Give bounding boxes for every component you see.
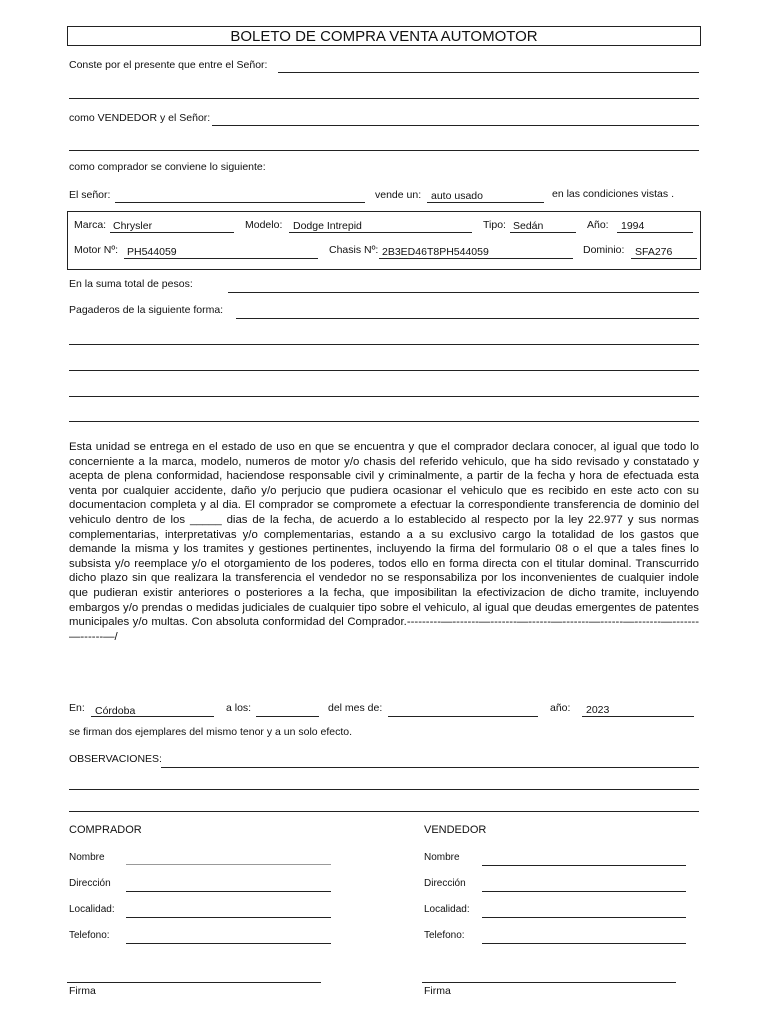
senor-label: El señor: xyxy=(69,189,111,201)
dominio-field[interactable] xyxy=(631,258,697,259)
firman-text: se firman dos ejemplares del mismo tenor y a un solo efecto. xyxy=(69,726,353,738)
condiciones-label: en las condiciones vistas . xyxy=(552,188,674,200)
marca-value[interactable]: Chrysler xyxy=(113,220,153,232)
en-label: En: xyxy=(69,702,85,714)
pagaderos-field[interactable] xyxy=(236,318,699,319)
anio-date-field[interactable] xyxy=(582,716,694,717)
alos-label: a los: xyxy=(226,702,252,714)
alos-field[interactable] xyxy=(256,716,319,717)
document-title: BOLETO DE COMPRA VENTA AUTOMOTOR xyxy=(67,26,701,46)
senor-field[interactable] xyxy=(115,202,365,203)
comprador-nombre-label: Nombre xyxy=(69,852,105,863)
conste-field[interactable] xyxy=(278,72,699,73)
modelo-label: Modelo: xyxy=(245,219,283,231)
anio-date-value[interactable]: 2023 xyxy=(586,704,610,716)
tipo-label: Tipo: xyxy=(483,219,506,231)
observaciones-field[interactable] xyxy=(161,767,699,768)
observaciones-line-1[interactable] xyxy=(69,789,699,790)
pagaderos-line-4[interactable] xyxy=(69,421,699,422)
modelo-field[interactable] xyxy=(289,232,472,233)
vendedor-nombre-label: Nombre xyxy=(424,852,460,863)
clause-paragraph: Esta unidad se entrega en el estado de uso en que se encuentra y que el comprador declara conocer, al igual que todo lo concerniente a la marca, modelo, numeros de motor y/o chasis del referido vehiculo, que ha sido revisado y constatado y acepta de plena conformidad, haciendose responsable civil y criminalmente, a partir de la fecha y hora de efectuada esta venta por cualquier accidente, daño y/o perjucio que pudiera ocasionar el vehiculo que es recibido en este acto con su documentacion completa y al dia. El comprador se compromete a efectuar la correspondiente transferencia de dominio del vehiculo dentro de los _____ dias de la fecha, de acuerdo a lo establecido al respecto por la ley 22.977 y sus normas complementarias, interpretativas y/o complementarias, estando a a su exclusivo cargo la totalidad de los gastos que demande la misma y los tramites y gestiones pertinentes, incluyendo la firma del formulario 08 o el que a tales fines lo subsista y/o reemplace y/o el otorgamiento de los poderes, todos ello en forma directa con el titular dominal. Transcurrido dicho plazo sin que realizara la transferencia el vendedor no se responsabiliza por los inconvenientes de cualquier indole que pudieran existir anteriores o posteriores a la fecha, que imposibilitan la efectivizacion de dicho tramite, incluyendo embargos y/o prendas o medidas judiciales de cualquier tipo sobre el vehiculo, al igual que deudas emergentes de patentes municipales y/o multas. Con absoluta conformidad del Comprador.---------—-------—-------—------—-------—------—-------—-------—------—/ xyxy=(69,441,699,643)
vendedor-label: como VENDEDOR y el Señor: xyxy=(69,112,211,124)
vende-value[interactable]: auto usado xyxy=(431,190,483,202)
marca-field[interactable] xyxy=(110,232,234,233)
chasis-value[interactable]: 2B3ED46T8PH544059 xyxy=(382,246,489,258)
vendedor-nombre-field[interactable] xyxy=(482,865,686,866)
mes-label: del mes de: xyxy=(328,702,383,714)
vendedor-title: VENDEDOR xyxy=(424,824,487,836)
chasis-label: Chasis Nº: xyxy=(329,244,379,256)
comprador-telefono-label: Telefono: xyxy=(69,930,110,941)
en-value[interactable]: Córdoba xyxy=(95,705,136,717)
vendedor-localidad-label: Localidad: xyxy=(424,904,470,915)
comprador-conviene-label: como comprador se conviene lo siguiente: xyxy=(69,161,266,173)
vende-field[interactable] xyxy=(427,202,544,203)
vendedor-direccion-field[interactable] xyxy=(482,891,686,892)
pagaderos-line-3[interactable] xyxy=(69,396,699,397)
vendedor-name-field[interactable] xyxy=(212,125,699,126)
comprador-nombre-field[interactable] xyxy=(126,864,331,865)
vendedor-telefono-field[interactable] xyxy=(482,943,686,944)
observaciones-line-2[interactable] xyxy=(69,811,699,812)
chasis-field[interactable] xyxy=(379,258,573,259)
suma-label: En la suma total de pesos: xyxy=(69,278,193,290)
dominio-label: Dominio: xyxy=(583,244,625,256)
anio-date-label: año: xyxy=(550,702,571,714)
marca-label: Marca: xyxy=(74,219,107,231)
comprador-direccion-field[interactable] xyxy=(126,891,331,892)
vendedor-telefono-label: Telefono: xyxy=(424,930,465,941)
comprador-localidad-field[interactable] xyxy=(126,917,331,918)
comprador-signature-line[interactable] xyxy=(67,982,321,983)
mes-field[interactable] xyxy=(388,716,538,717)
comprador-firma-label: Firma xyxy=(69,985,96,997)
anio-vehicle-field[interactable] xyxy=(617,232,693,233)
dominio-value[interactable]: SFA276 xyxy=(635,246,673,258)
pagaderos-line-2[interactable] xyxy=(69,370,699,371)
pagaderos-line-1[interactable] xyxy=(69,344,699,345)
conste-label: Conste por el presente que entre el Señor: xyxy=(69,59,268,71)
motor-label: Motor Nº: xyxy=(74,244,119,256)
tipo-field[interactable] xyxy=(510,232,576,233)
en-field[interactable] xyxy=(91,716,214,717)
suma-field[interactable] xyxy=(228,292,699,293)
vendedor-firma-label: Firma xyxy=(424,985,451,997)
comprador-localidad-label: Localidad: xyxy=(69,904,115,915)
vendedor-field-extra[interactable] xyxy=(69,150,699,151)
comprador-title: COMPRADOR xyxy=(69,824,142,836)
anio-vehicle-value[interactable]: 1994 xyxy=(621,220,645,232)
pagaderos-label: Pagaderos de la siguiente forma: xyxy=(69,304,224,316)
vendedor-signature-line[interactable] xyxy=(422,982,676,983)
comprador-telefono-field[interactable] xyxy=(126,943,331,944)
modelo-value[interactable]: Dodge Intrepid xyxy=(293,220,362,232)
vendedor-localidad-field[interactable] xyxy=(482,917,686,918)
vendedor-direccion-label: Dirección xyxy=(424,878,466,889)
conste-field-extra[interactable] xyxy=(69,98,699,99)
motor-value[interactable]: PH544059 xyxy=(127,246,177,258)
tipo-value[interactable]: Sedán xyxy=(513,220,544,232)
vende-label: vende un: xyxy=(375,189,422,201)
anio-vehicle-label: Año: xyxy=(587,219,609,231)
comprador-direccion-label: Dirección xyxy=(69,878,111,889)
motor-field[interactable] xyxy=(124,258,318,259)
observaciones-label: OBSERVACIONES: xyxy=(69,753,162,765)
